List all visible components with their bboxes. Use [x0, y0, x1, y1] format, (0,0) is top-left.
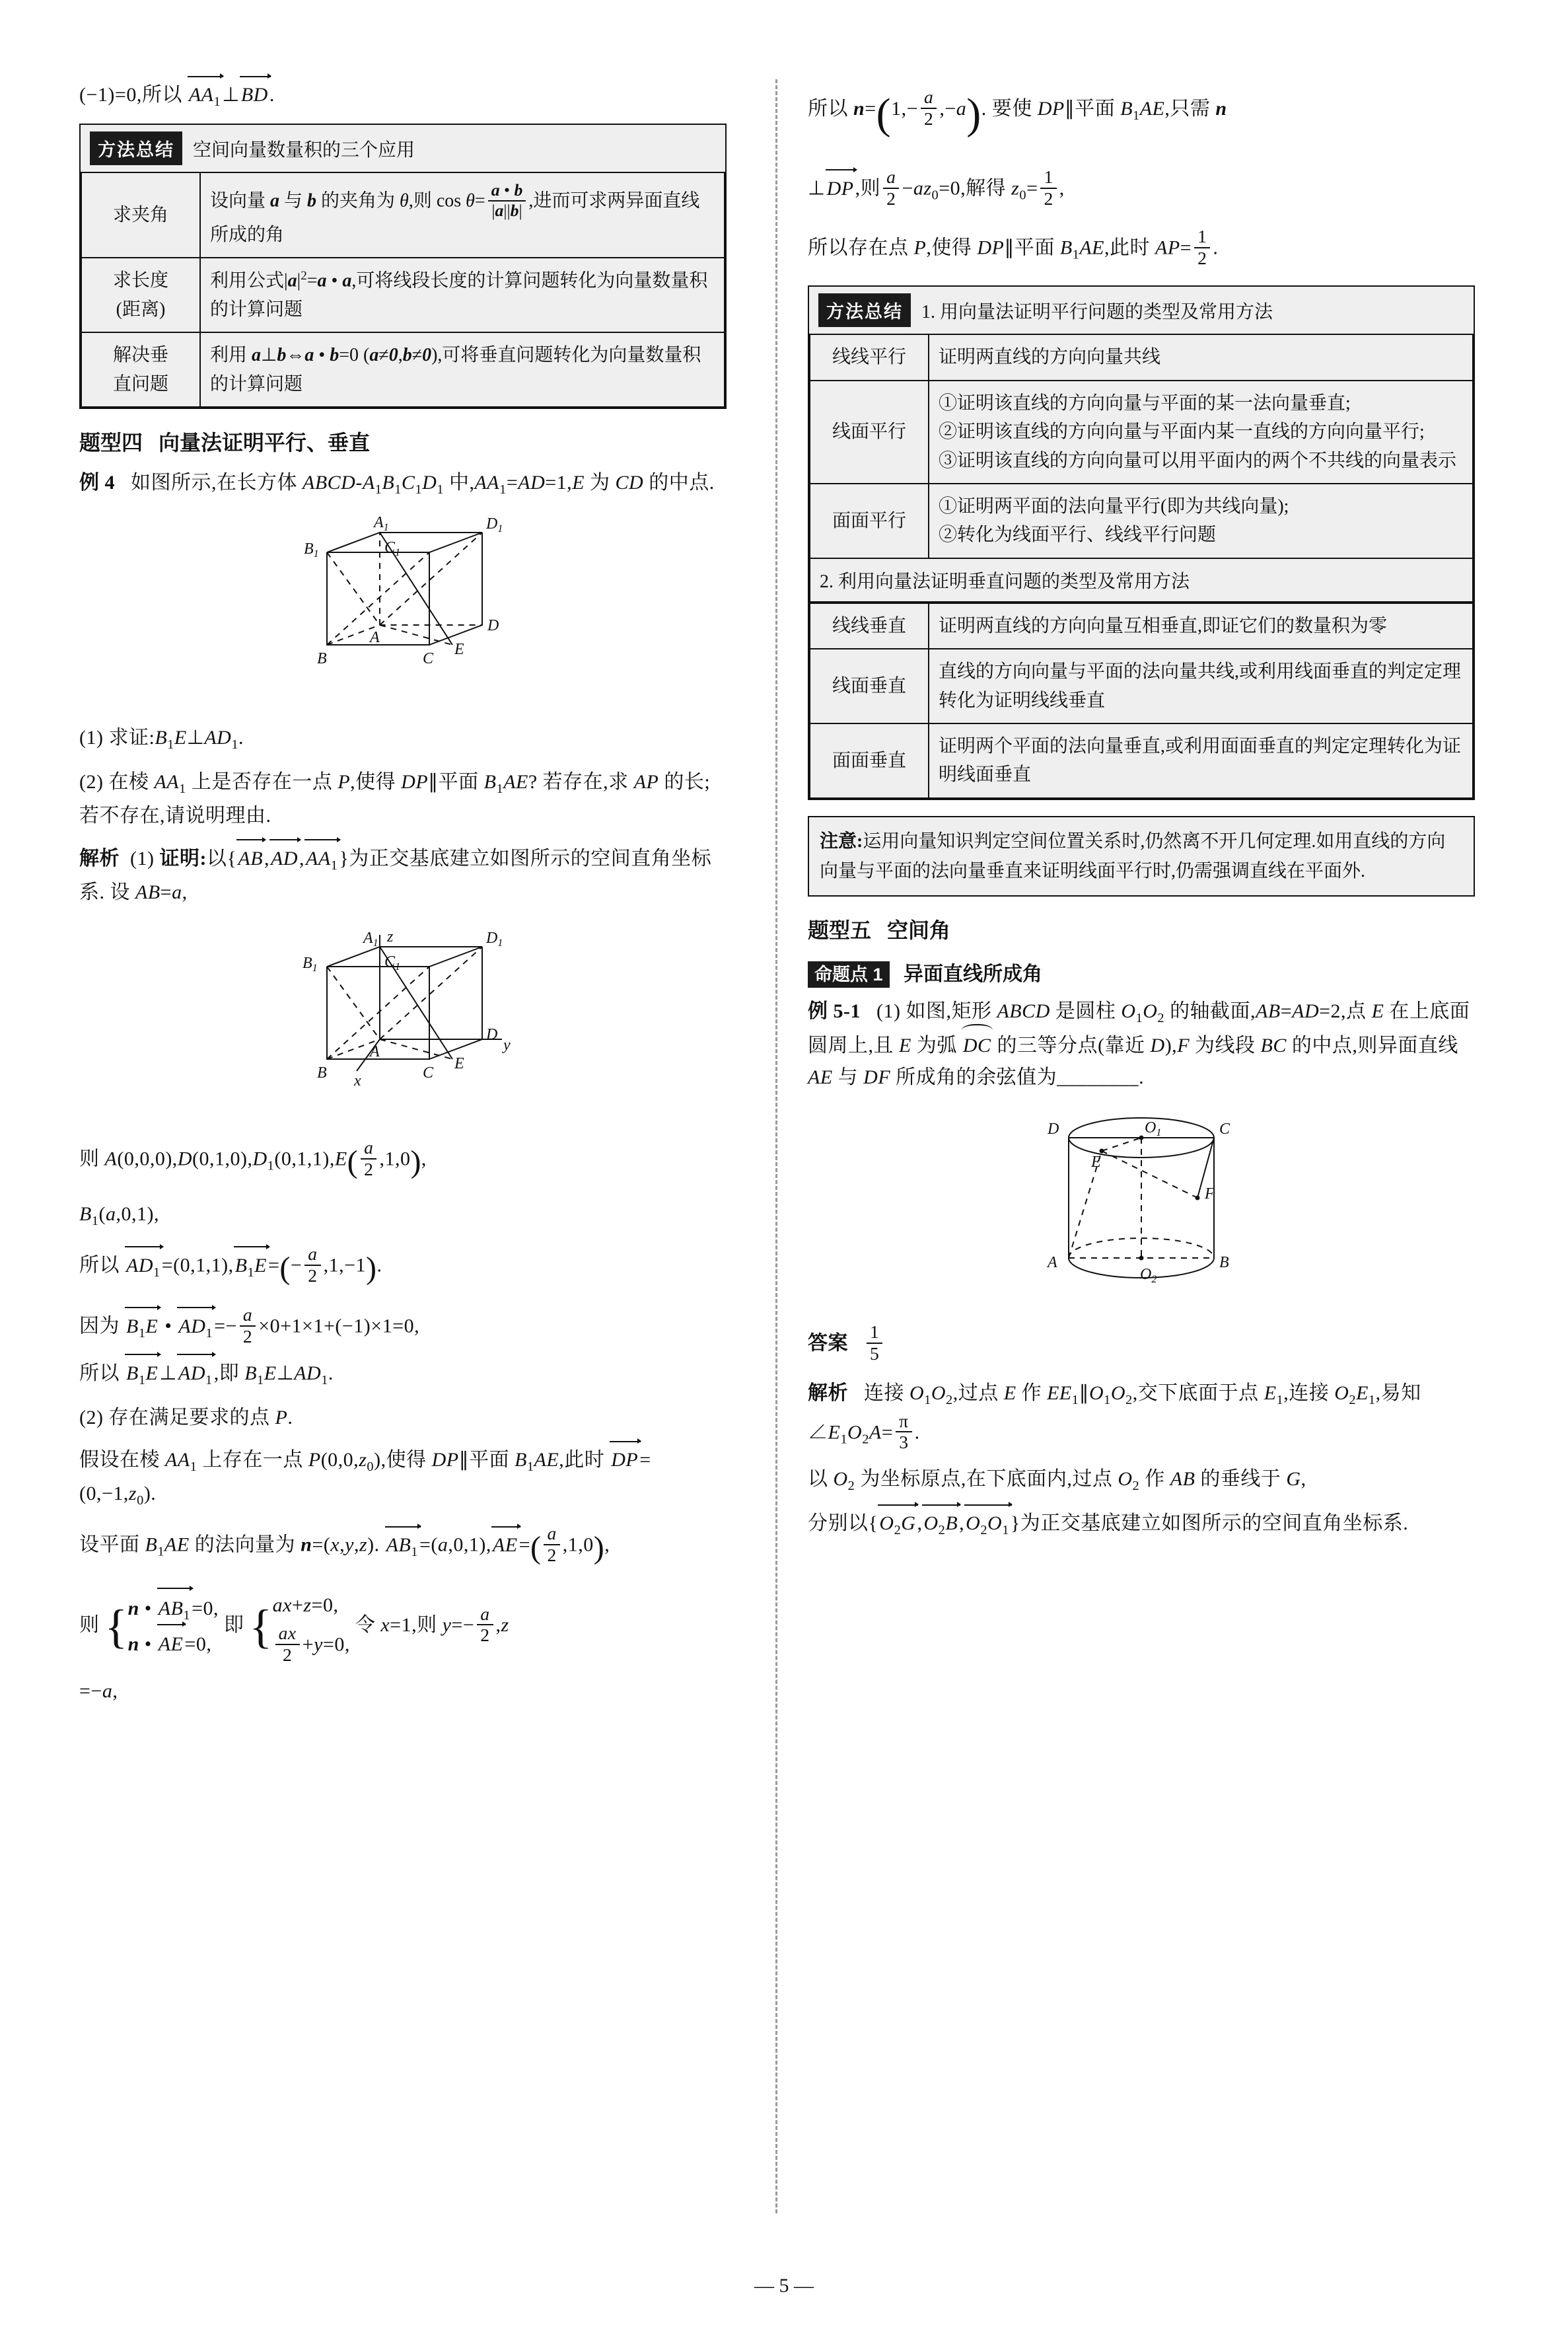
row-key: 线线平行: [810, 334, 929, 380]
solution-step-5: 所以 $B_1E\perp AD_1$,即 $B_1E\perp AD_1$.: [79, 1358, 727, 1391]
solution-step-4: 因为 $B_1E$ • $AD_1=-$ $\frac{a}{2}$ ×0+1×1+(−1)×1=0,: [79, 1304, 420, 1347]
label-E: E: [454, 641, 464, 659]
row-value: 证明两直线的方向向量共线: [929, 334, 1473, 380]
method-summary-table-perpendicular: [809, 603, 1474, 799]
method-summary-title: 空间向量数量积的三个应用: [193, 139, 415, 161]
method-summary-subtitle: 2. 利用向量法证明垂直问题的类型及常用方法: [809, 559, 1474, 603]
label-C: C: [1219, 1120, 1230, 1138]
row-key: 面面平行: [810, 484, 929, 558]
label-C1: $C_1$: [384, 953, 401, 973]
attention-note: [808, 816, 1475, 897]
row-value: 证明两个平面的法向量垂直,或利用面面垂直的判定定理转化为证明线面垂直: [929, 723, 1473, 798]
label-E: E: [454, 1055, 464, 1073]
figure-cuboid-2: [79, 920, 727, 1122]
row-value: ①证明该直线的方向向量与平面的某一法向量垂直; ②证明该直线的方向向量与平面内某一直线的方向向量平行; ③证明该直线的方向向量可以用平面内的两个不共线的向量表示: [929, 381, 1473, 484]
table-row: [81, 332, 725, 407]
example-5-answer: 答案 $\frac{1}{5}$: [808, 1322, 1475, 1364]
row-key: 线面垂直: [810, 649, 929, 723]
cylinder-diagram: [1009, 1106, 1273, 1304]
solution-step-8: 设平面 $B_1AE$ 的法向量为 n=(x,y,z). $AB_1=(a,0,1),AE=$( $\frac{a}{2}$ ,1,0),: [79, 1523, 610, 1566]
method-summary-box-2: [808, 285, 1475, 799]
section-number: 题型四: [79, 431, 143, 455]
label-C: C: [423, 1064, 434, 1082]
solution-step-2b: $B_1(a,0,1)$,: [79, 1203, 160, 1229]
method-summary-tag: 方法总结: [90, 131, 182, 165]
method-summary-table: [81, 172, 725, 408]
section-title-4: [79, 426, 727, 457]
row-value: 利用公式$|a|^2=a$ • a,可将线段长度的计算问题转化为向量数量积的计算问题: [200, 258, 725, 332]
label-D: D: [487, 617, 499, 635]
right-top-1: 所以 n=(1,− $\frac{a}{2}$ ,−a). 要使 DP∥平面 $B_1AE$,只需 n: [808, 87, 1227, 138]
label-O1: $O_1$: [1145, 1119, 1162, 1138]
label-A1: $A_1$: [374, 514, 389, 534]
label-y: y: [503, 1037, 511, 1054]
method-summary-title: 1. 用向量法证明平行问题的类型及常用方法: [921, 301, 1273, 322]
label-x: x: [354, 1072, 361, 1090]
page-number: — 5 —: [754, 2275, 814, 2297]
section-text: 向量法证明平行、垂直: [159, 431, 371, 455]
example-5-solution-3: 分别以$\{O_2G,O_2B,O_2O_1\}$为正交基底建立如图所示的空间直角坐标系.: [808, 1508, 1475, 1541]
figure-cuboid-1: [79, 513, 727, 708]
example-5-stem: 例 5‑1 (1) 如图,矩形 ABCD 是圆柱 $O_1O_2$ 的轴截面,AB=AD=2,点 E 在上底面圆周上,且 E 为弧 DC 的三等分点(靠近 D),F 为线段 BC 的中点,则异面直线 AE 与 DF 所成角的余弦值为________.: [808, 1000, 1470, 1089]
label-D1: $D_1$: [486, 515, 503, 535]
right-top-2: ⊥DP,则 $\frac{a}{2}$ $-az_0=0$,解得 $z_0=$ $\frac{1}{2}$ ,: [808, 166, 1065, 209]
row-value: 利用 a⊥b⇔a • b=0 (a≠0,b≠0),可将垂直问题转化为向量数量积的计算问题: [200, 332, 725, 407]
table-row: [810, 334, 1473, 380]
table-row: [810, 649, 1473, 723]
label-A: A: [370, 629, 380, 647]
right-column: [801, 79, 1475, 2213]
column-divider: [775, 79, 779, 2213]
label-B1: $B_1$: [304, 540, 319, 560]
example-4-q1: (1) 求证$:B_1E\perp AD_1$.: [79, 727, 244, 753]
attention-label: 注意:: [820, 830, 863, 852]
label-A1: $A_1$: [363, 930, 378, 949]
solution-step-2: 则 $A(0,0,0),D(0,1,0),D_1(0,1,1),E$( $\frac{a}{2}$ ,1,0),: [79, 1137, 427, 1180]
cuboid-axes-diagram: [264, 920, 542, 1119]
solution-step-6: (2) 存在满足要求的点 P.: [79, 1406, 293, 1428]
example-5-solution-1: 解析 连接 $O_1O_2$,过点 E 作 $EE_1\parallel O_1O_2$,交下底面于点 $E_1$,连接 $O_2E_1$,易知$\angle E_1O_2A=$ $\frac{\pi}{3}$ .: [808, 1382, 1421, 1453]
example-4-q2: (2) 在棱 $AA_1$ 上是否存在一点 P,使得 DP∥平面 $B_1AE$? 若存在,求 AP 的长;若不存在,请说明理由.: [79, 771, 711, 827]
subsection-badge: 命题点 1: [808, 961, 890, 988]
label-B: B: [1219, 1253, 1229, 1271]
example-4-solution-1: 解析 (1) 证明:以$\{AB,AD,AA_1\}$为正交基底建立如图所示的空间直角坐标系. 设 AB=a,: [79, 843, 727, 909]
row-key: 线面平行: [810, 381, 929, 484]
row-key: 解决垂 直问题: [81, 332, 200, 407]
row-value: 直线的方向向量与平面的法向量共线,或利用线面垂直的判定定理转化为证明线线垂直: [929, 649, 1473, 723]
row-value: 证明两直线的方向向量互相垂直,即证它们的数量积为零: [929, 603, 1473, 649]
label-B1: $B_1$: [303, 955, 318, 975]
example-5-solution-2: 以 $O_2$ 为坐标原点,在下底面内,过点 $O_2$ 作 AB 的垂线于 G,: [808, 1468, 1306, 1494]
label-A: A: [370, 1043, 380, 1061]
table-row: [81, 172, 725, 258]
subsection-title: [808, 957, 1475, 986]
method-summary-header: [81, 125, 725, 172]
cuboid-diagram: [264, 513, 542, 704]
label-O2: $O_2$: [1140, 1265, 1157, 1285]
method-summary-table-parallel: [809, 334, 1474, 558]
solution-step-3: 所以 $AD_1=(0,1,1),B_1E=(-$ $\frac{a}{2}$ ,1,−1).: [79, 1243, 382, 1286]
row-key: 求长度 (距离): [81, 258, 200, 332]
subsection-text: 异面直线所成角: [904, 963, 1043, 986]
table-row: [81, 258, 725, 332]
label-z: z: [387, 928, 394, 946]
label-D: D: [1048, 1120, 1059, 1138]
label-F: F: [1205, 1185, 1215, 1202]
solution-step-9: 则 { n • $AB_1=0$, n • AE=0, 即 { ax+z=0, $\frac{ax}{2}$ +y=0, 令 x=1,则 y=− $\frac{a}{2}$ ,z: [79, 1588, 727, 1665]
label-A: A: [1048, 1253, 1057, 1271]
label-D: D: [486, 1026, 498, 1044]
label-B: B: [317, 1064, 327, 1082]
row-value: 设向量 a 与 b 的夹角为 θ,则 cos θ= $\frac{a • b}{|a||b|}$ ,进而可求两异面直线所成的角: [200, 172, 725, 258]
figure-cylinder: [808, 1106, 1475, 1308]
attention-text: 运用向量知识判定空间位置关系时,仍然离不开几何定理.如用直线的方向向量与平面的法向量垂直来证明线面平行时,仍需强调直线在平面外.: [820, 830, 1446, 882]
solution-step-7: 假设在棱 $AA_1$ 上存在一点 $P(0,0,z_0)$,使得 DP∥平面 $B_1AE$,此时 $DP=(0,-1,z_0)$.: [79, 1444, 727, 1512]
table-row: [810, 381, 1473, 484]
label-B: B: [317, 650, 327, 668]
table-row: [810, 603, 1473, 649]
right-top-3: 所以存在点 P,使得 DP∥平面 $B_1AE$,此时 AP= $\frac{1}{2}$ .: [808, 225, 1219, 268]
method-summary-box-1: [79, 124, 727, 409]
row-key: 线线垂直: [810, 603, 929, 649]
left-column: [79, 79, 753, 2213]
label-C1: $C_1$: [384, 539, 401, 559]
two-column-layout: [79, 79, 1489, 2213]
table-row: [810, 484, 1473, 558]
label-D1: $D_1$: [486, 930, 503, 949]
label-E: E: [1091, 1153, 1101, 1171]
section-number: 题型五: [808, 918, 872, 943]
label-C: C: [423, 650, 434, 668]
row-key: 面面垂直: [810, 723, 929, 798]
solution-step-10: =−a,: [79, 1680, 118, 1703]
continuation-line: (−1)=0,所以 $AA_1\perp BD$.: [79, 79, 727, 113]
row-value: ①证明两平面的法向量平行(即为共线向量); ②转化为线面平行、线线平行问题: [929, 484, 1473, 558]
method-summary-tag: 方法总结: [818, 293, 911, 327]
method-summary-header: [809, 287, 1474, 334]
section-title-5: [808, 914, 1475, 944]
section-text: 空间角: [887, 918, 951, 943]
row-key: 求夹角: [81, 172, 200, 258]
example-4-stem: 例 4 如图所示,在长方体 $ABCD‑A_1B_1C_1D_1$ 中$,AA_1=AD=1,E$ 为 CD 的中点.: [79, 472, 715, 498]
table-row: [810, 723, 1473, 798]
